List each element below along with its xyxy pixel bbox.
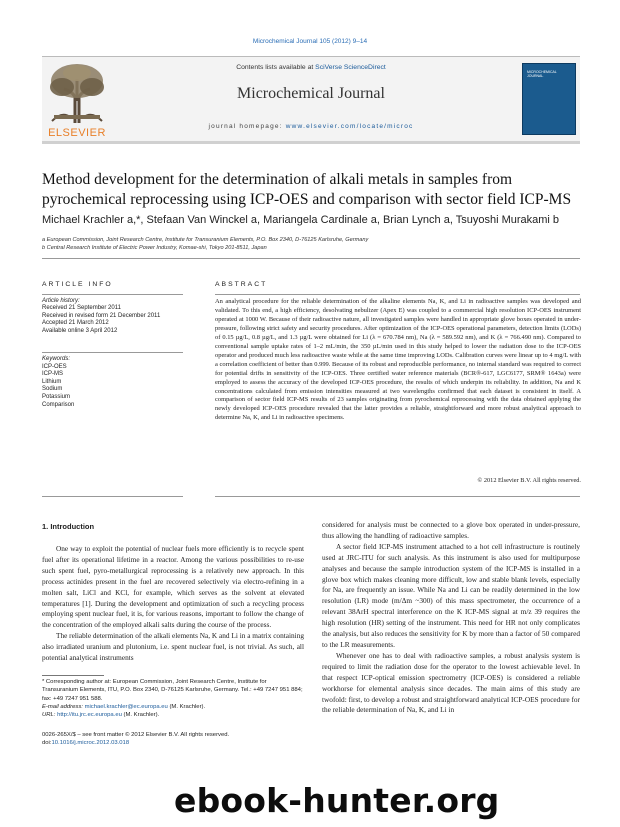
- doi-label: doi:: [42, 740, 52, 747]
- corresponding-text: * Corresponding author at: European Commission, Joint Research Centre, Institute for Transuranium Elements, ITU, P.O. Box 2340, D-76125 Karlsruhe, Germany. Tel.: +49 7247 951 884; fax: +49 7247 951 588.: [42, 679, 303, 702]
- history-received: Received 21 September 2011: [42, 305, 121, 312]
- history-online: Available online 3 April 2012: [42, 327, 118, 334]
- affiliation-a: a European Commission, Joint Research Centre, Institute for Transuranium Elements, P.O. Box 2340, D-76125 Karlsruhe, Germany: [42, 237, 369, 243]
- journal-header: [42, 56, 580, 144]
- url-line: [42, 711, 304, 719]
- divider: [42, 258, 580, 259]
- divider: [215, 294, 580, 295]
- doi-line: [42, 739, 304, 747]
- divider: [42, 294, 183, 295]
- journal-reference-link[interactable]: Microchemical Journal 105 (2012) 9–14: [252, 38, 368, 45]
- email-suffix: (M. Krachler).: [167, 703, 206, 710]
- history-accepted: Accepted 21 March 2012: [42, 320, 109, 327]
- keyword-item: Comparison: [42, 401, 75, 408]
- journal-title: Microchemical Journal: [237, 85, 385, 102]
- abstract-text: An analytical procedure for the reliable determination of the alkaline elements Na, K, and Li in radioactive samples was developed and validated. To this end, a high efficiency, desolvating nebulizer (Apex E) was coupled to a commercial high resolution ICP-OES instrument operated at 1000 W. Because of their radioactive nature, all investigated samples were handled in appropriate glove boxes operated in under-pressure, following strict safety and security procedures. After optimization of the ICP-OES operational parameters, detection limits (LODs) of 0.15 µg/L, 0.8 µg/L, and 1.3 µg/L were obtained for Li (λ = 670.784 nm), Na (λ = 589.592 nm), and K (λ = 766.490 nm). Compared to conventional sample uptake rates of 1–2 mL/min, the 350 µL/min used in this study helped to lower the radiation dose to the ICP-OES operator and produced much less radioactive waste while at the same time improving LODs. Calibration curves were linear up to 4 mg/L with a correlation coefficient of better than 0.999. Because of its robust and reproducible performance, no internal standard was required to correct for potential drifts in sensitivity of the ICP-OES. Three certified water reference materials (BCR®-617, LGC6177, SRM® 1643a) were employed to assess the accuracy of the developed ICP-OES procedure, the results of which underpin its reliability. In addition, Na and K concentrations calculated from emission intensities measured at two wavelengths confirmed that each dataset is consistent in itself. A comparison of sector field ICP-MS results of 23 samples originating from pyrochemical reprocessing with the data obtained applying the newly developed ICP-OES procedure revealed that the latter provides a reliable, straightforward and more robust analytical approach to determine Na, K, and Li in radioactive specimens.: [215, 298, 581, 422]
- history-label: Article history:: [42, 298, 80, 304]
- homepage-prefix: journal homepage:: [208, 123, 286, 130]
- author-list: Michael Krachler a,*, Stefaan Van Winckel a, Mariangela Cardinale a, Brian Lynch a, Tsuyoshi Murakami b: [42, 214, 560, 226]
- paragraph: The reliable determination of the alkali elements Na, K and Li in a matrix containing also irradiated uranium and plutonium, i.e. spent nuclear fuel, is not trivial. As such, all potential analytical instruments: [42, 631, 304, 663]
- front-matter: [42, 731, 304, 748]
- affiliations: [42, 236, 582, 252]
- issn-line: 0026-265X/$ – see front matter © 2012 Elsevier B.V. All rights reserved.: [42, 732, 230, 738]
- url-label: URL:: [42, 712, 58, 719]
- paragraph: One way to exploit the potential of nuclear fuels more efficiently is to recycle spent fuel after its operational lifetime in a reactor. Among the various possibilities to re-use such spent fuel, pyro-metallurgical reprocessing is a relatively new approach. In this process actinides present in the fuel are recovered selectively via electro-refining in a molten salt, LiCl and KCl, for example, which serves as the solvent at elevated temperatures [1]. During the development and optimization of such a recycling process employing spent nuclear fuel, it is, for various reasons, important to follow the change of the concentration of the employed alkali salts during the course of the process.: [42, 544, 304, 630]
- email-link[interactable]: michael.krachler@ec.europa.eu: [84, 703, 168, 710]
- article-title: Method development for the determination of alkali metals in samples from pyrochemical reprocessing using ICP-OES and comparison with sector field ICP-MS: [42, 171, 572, 208]
- article-info-heading: ARTICLE INFO: [42, 281, 113, 288]
- article-history: [42, 298, 192, 335]
- keyword-item: ICP-OES: [42, 363, 67, 370]
- keyword-item: ICP-MS: [42, 371, 63, 378]
- corresponding-author-footnote: [42, 678, 304, 719]
- footnote-divider: [42, 675, 104, 676]
- sciencedirect-link[interactable]: SciVerse ScienceDirect: [315, 64, 386, 71]
- divider: [215, 496, 580, 497]
- cover-title: MICROCHEMICAL JOURNAL: [527, 70, 557, 79]
- body-column-left: [42, 544, 304, 664]
- keyword-item: Potassium: [42, 393, 71, 400]
- email-label: E-mail address:: [42, 703, 85, 710]
- homepage-link[interactable]: www.elsevier.com/locate/microc: [285, 123, 414, 130]
- divider: [42, 496, 183, 497]
- email-line: [42, 703, 304, 711]
- journal-cover-thumbnail[interactable]: [522, 63, 576, 135]
- copyright-notice: © 2012 Elsevier B.V. All rights reserved.: [477, 477, 581, 484]
- url-suffix: (M. Krachler).: [121, 712, 160, 719]
- section-heading-introduction: 1. Introduction: [42, 522, 95, 531]
- body-column-right: [322, 520, 580, 716]
- paragraph: Whenever one has to deal with radioactive samples, a robust analysis system is required to limit the radiation dose for the operator to the lowest achievable level. In that respect ICP-optical emission spectrometry (ICP-OES) is considered a reliable workhorse for elemental analysis since decades. The main aims of this study are twofold: first, to develop a robust and straightforward analytical ICP-OES procedure for the reliable determination of Na, K, and Li in: [322, 650, 580, 715]
- contents-availability: [42, 64, 580, 71]
- paragraph: considered for analysis must be connected to a glove box operated in under-pressure, thus allowing the handling of radioactive samples.: [322, 520, 580, 540]
- watermark: ebook-hunter.org: [174, 781, 500, 820]
- keywords: [42, 352, 183, 409]
- abstract-heading: ABSTRACT: [215, 281, 268, 288]
- history-revised: Received in revised form 21 December 2011: [42, 312, 161, 319]
- doi-link[interactable]: 10.1016/j.microc.2012.03.018: [51, 740, 130, 747]
- keywords-label: Keywords:: [42, 356, 71, 362]
- affiliation-b: b Central Research Institute of Electric Power Industry, Komae-shi, Tokyo 201-8511, Japan: [42, 245, 267, 251]
- keyword-item: Lithium: [42, 378, 62, 385]
- paragraph: A sector field ICP-MS instrument attached to a hot cell infrastructure is routinely used at JRC-ITU for such analysis. As this instrument is also used for multipurpose analyses and because the sample introduction system of the ICP-MS is installed in a glove box which makes cleaning more difficult, low and stable blank levels, especially for Na, are frequently an issue. While Na and Li can be readily determined in the low resolution (LR) mode (m/Δm ~300) of this mass spectrometer, the occurrence of a relevant 38ArH spectral interference on the K ICP-MS signal at m/z 39 requires the high resolution (HR) setting of the instrument. This need for HR not only complicates the analysis, but also reduces the sensitivity for K by more than a factor of 50 compared to the LR measurements.: [322, 541, 580, 649]
- url-link[interactable]: http://itu.jrc.ec.europa.eu: [57, 712, 122, 719]
- journal-homepage: [42, 123, 580, 130]
- elsevier-wordmark: ELSEVIER: [48, 127, 106, 139]
- keyword-item: Sodium: [42, 386, 63, 393]
- contents-prefix: Contents lists available at: [236, 64, 316, 71]
